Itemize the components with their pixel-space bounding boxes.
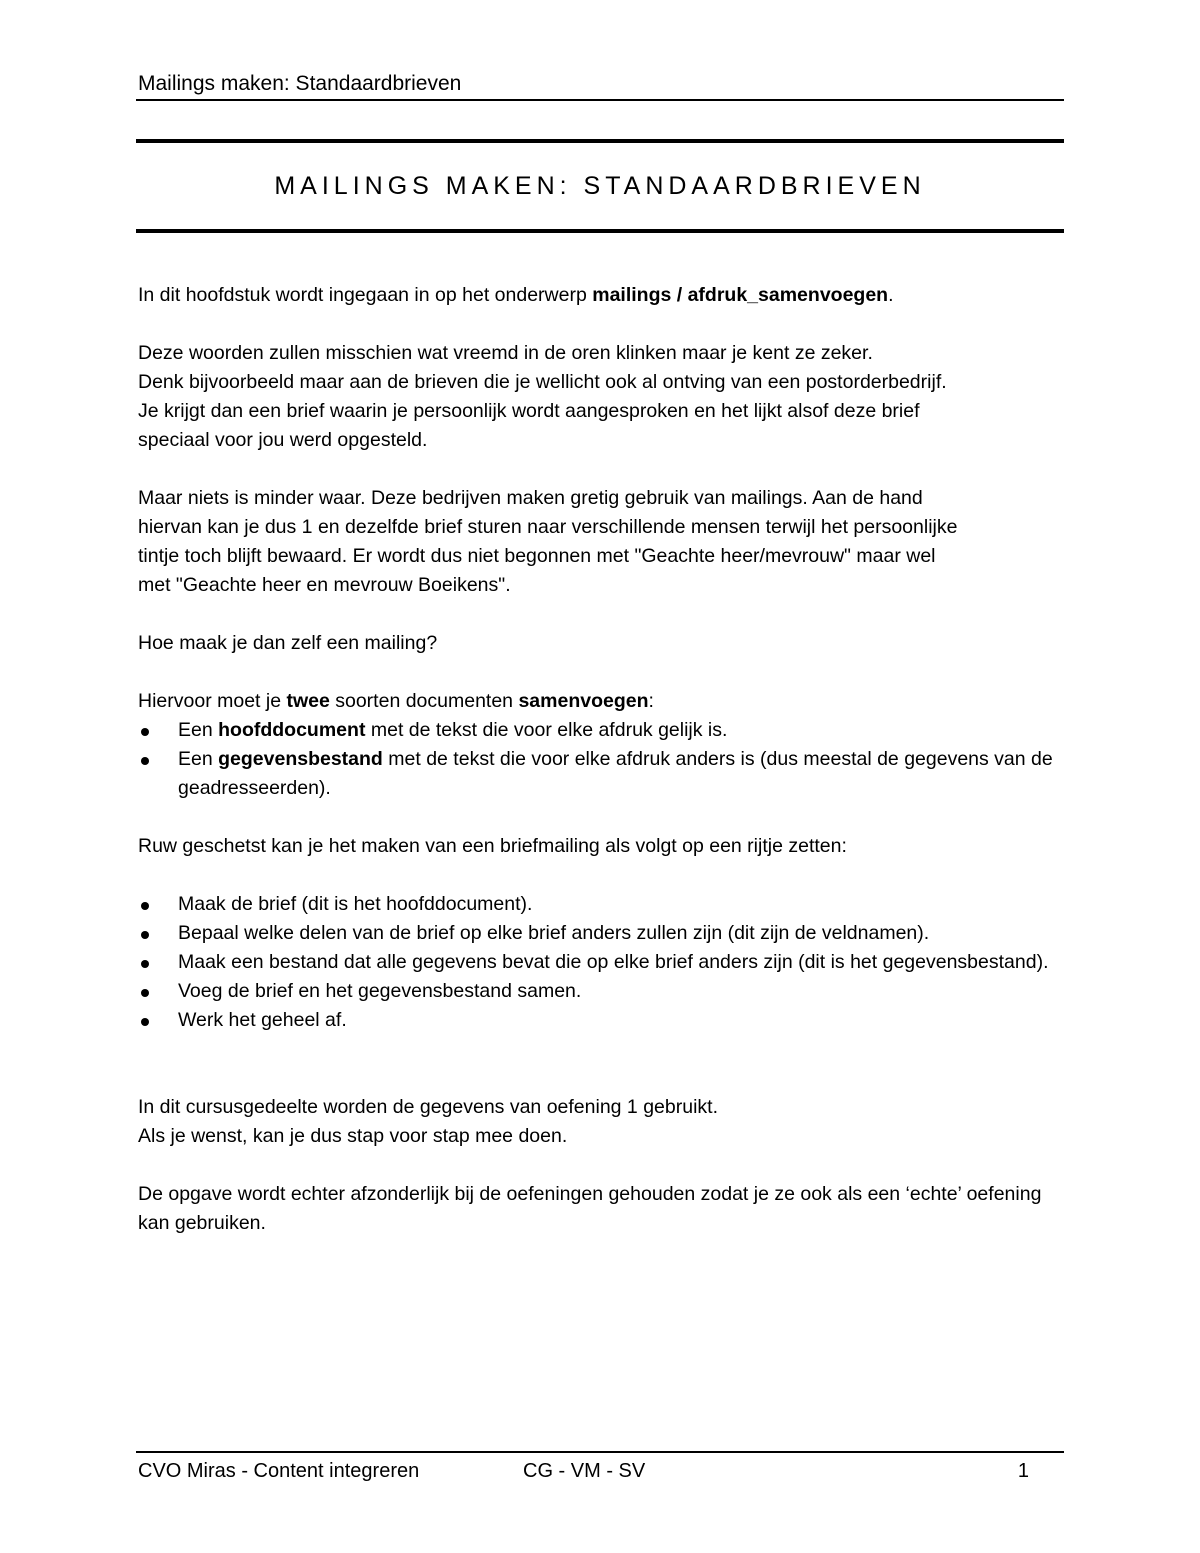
title-rule-bottom: [136, 229, 1064, 233]
bullet-icon: [141, 931, 149, 939]
bullet-icon: [141, 728, 149, 736]
paragraph-line: Als je wenst, kan je dus stap voor stap mee doen.: [138, 1125, 568, 1147]
documents-intro-text-1: Hiervoor moet je: [138, 690, 287, 712]
paragraph-companies: [138, 484, 1068, 600]
running-header: Mailings maken: Standaardbrieven: [138, 72, 462, 95]
list-item-keyword: gegevensbestand: [218, 748, 383, 770]
bullet-icon: [141, 960, 149, 968]
footer-organization: CVO Miras - Content integreren: [138, 1460, 420, 1482]
list-item-keyword: hoofddocument: [218, 719, 366, 741]
document-types-list: [138, 716, 1068, 803]
footer-divider: [136, 1451, 1064, 1453]
title-rule-top: [136, 139, 1064, 143]
question-paragraph: Hoe maak je dan zelf een mailing?: [138, 632, 438, 654]
paragraph-words: [138, 339, 1068, 455]
header-divider: [136, 99, 1064, 101]
intro-text-1: In dit hoofdstuk wordt ingegaan in op het onderwerp: [138, 284, 593, 306]
list-item: [138, 977, 1068, 1006]
documents-intro-text-2: soorten documenten: [329, 690, 519, 712]
list-item: [138, 1006, 1068, 1035]
steps-intro: Ruw geschetst kan je het maken van een briefmailing als volgt op een rijtje zetten:: [138, 835, 847, 857]
list-item: [138, 948, 1068, 977]
list-item: [138, 716, 1068, 745]
bullet-icon: [141, 1018, 149, 1026]
bullet-icon: [141, 989, 149, 997]
list-item-prefix: Een: [178, 748, 219, 770]
intro-text-2: .: [888, 284, 894, 306]
paragraph-line: Je krijgt dan een brief waarin je persoonlijk wordt aangesproken en het lijkt alsof deze brief: [138, 400, 920, 422]
documents-intro-bold-1: twee: [286, 690, 330, 712]
documents-intro-bold-2: samenvoegen: [518, 690, 649, 712]
list-item: [138, 745, 1068, 803]
list-item-text: Voeg de brief en het gegevensbestand samen.: [178, 980, 582, 1002]
paragraph-line: In dit cursusgedeelte worden de gegevens van oefening 1 gebruikt.: [138, 1096, 718, 1118]
paragraph-line: tintje toch blijft bewaard. Er wordt dus niet begonnen met "Geachte heer/mevrouw" maar wel: [138, 545, 936, 567]
list-item: [138, 919, 1068, 948]
paragraph-line: Denk bijvoorbeeld maar aan de brieven die je wellicht ook al ontving van een postorderbedrijf.: [138, 371, 947, 393]
list-item-prefix: Een: [178, 719, 219, 741]
course-paragraph: [138, 1093, 1068, 1151]
paragraph-line: met "Geachte heer en mevrouw Boeikens".: [138, 574, 511, 596]
steps-list: [138, 890, 1068, 1035]
page-title: MAILINGS MAKEN: STANDAARDBRIEVEN: [274, 172, 926, 200]
list-item-text: met de tekst die voor elke afdruk anders is (dus meestal de gegevens van de geadresseerden).: [178, 748, 1053, 799]
documents-intro: [138, 687, 1068, 716]
page-number: 1: [1017, 1460, 1029, 1482]
list-item-text: Maak een bestand dat alle gegevens bevat die op elke brief anders zijn (dit is het gegevensbestand).: [178, 951, 1049, 973]
intro-paragraph: [138, 281, 1068, 310]
paragraph-line: Deze woorden zullen misschien wat vreemd in de oren klinken maar je kent ze zeker.: [138, 342, 873, 364]
intro-keyword: mailings / afdruk_samenvoegen: [592, 284, 889, 306]
list-item-text: Bepaal welke delen van de brief op elke brief anders zullen zijn (dit zijn de veldnamen).: [178, 922, 930, 944]
document-body: [138, 281, 1068, 1238]
list-item-text: met de tekst die voor elke afdruk gelijk is.: [365, 719, 728, 741]
footer-authors: CG - VM - SV: [523, 1460, 646, 1482]
list-item-text: Werk het geheel af.: [178, 1009, 347, 1031]
paragraph-line: Maar niets is minder waar. Deze bedrijven maken gretig gebruik van mailings. Aan de hand: [138, 487, 923, 509]
paragraph-line: hiervan kan je dus 1 en dezelfde brief sturen naar verschillende mensen terwijl het persoonlijke: [138, 516, 958, 538]
documents-intro-text-3: :: [648, 690, 654, 712]
final-paragraph: De opgave wordt echter afzonderlijk bij de oefeningen gehouden zodat je ze ook als een ‘echte’ oefening kan gebruiken.: [138, 1183, 1042, 1234]
bullet-icon: [141, 902, 149, 910]
list-item: [138, 890, 1068, 919]
paragraph-line: speciaal voor jou werd opgesteld.: [138, 429, 428, 451]
bullet-icon: [141, 757, 149, 765]
list-item-text: Maak de brief (dit is het hoofddocument).: [178, 893, 533, 915]
